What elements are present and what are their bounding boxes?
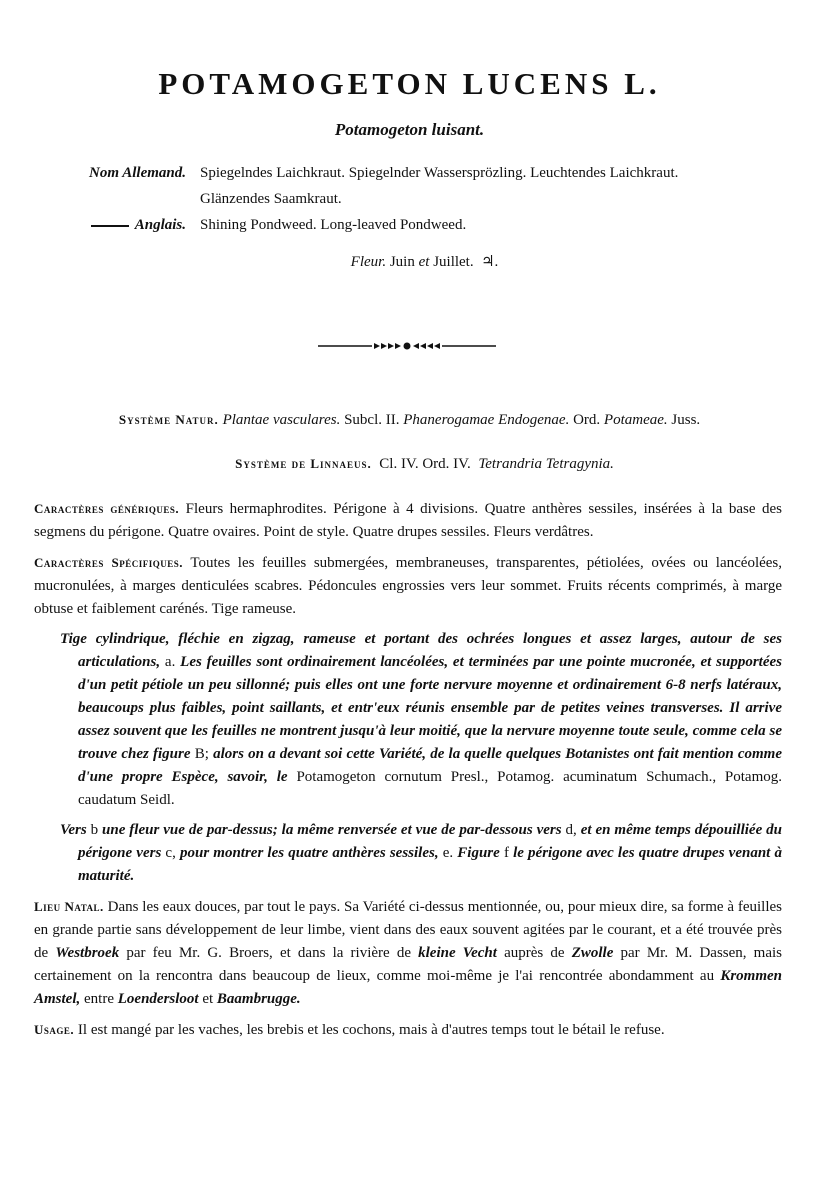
flower-month-a: Juin <box>389 254 415 270</box>
system-linnaeus-b: Tetrandria Tetragynia. <box>478 456 614 472</box>
perennial-symbol: ♃. <box>481 254 499 270</box>
german-label: Nom Allemand. <box>89 165 186 181</box>
french-name: Potamogeton luisant. <box>334 120 485 139</box>
vernacular-names <box>58 160 798 238</box>
system-linnaeus-label: Système de Linnaeus. <box>235 456 372 471</box>
desc-p2-b: B; <box>194 746 209 762</box>
habitat-text-2: par feu Mr. G. Broers, et dans la rivière de <box>119 945 419 961</box>
german-names-row <box>58 160 798 212</box>
usage <box>34 1018 782 1042</box>
habitat-label: Lieu Natal. <box>34 899 104 914</box>
fig-f4-e: e. <box>442 845 454 861</box>
desc-p1: Tige cylindrique, fléchie en zigzag, rameuse et portant des ochrées longues et assez larges, autour de ses articulations, <box>60 631 782 670</box>
fig-f1: Vers <box>60 822 91 838</box>
description-body <box>34 497 782 1049</box>
english-label-cell <box>58 212 200 238</box>
system-natur-f: Juss. <box>671 412 701 428</box>
habitat-text-5: entre <box>80 991 118 1007</box>
habitat-place-4: Krommen Amstel, <box>34 968 782 1007</box>
desc-p3-names: Potamogeton cornutum Presl., Potamog. acuminatum Schumach., Potamog. caudatum Seidl. <box>78 769 783 808</box>
fig-f3-c: c, <box>165 845 176 861</box>
specific-characters <box>34 551 782 621</box>
english-names-row <box>58 212 798 238</box>
system-natur <box>0 412 819 429</box>
flower-month-b: Juillet. <box>433 254 474 270</box>
german-values <box>200 160 798 212</box>
system-natur-label: Système Natur. <box>118 412 219 427</box>
ornament-divider-icon <box>318 340 496 352</box>
habitat-place-1: Westbroek <box>55 945 120 961</box>
habitat-place-5: Loendersloot <box>117 991 199 1007</box>
usage-text: Il est mangé par les vaches, les brebis et les cochons, mais à d'autres temps tout le bétail le refuse. <box>74 1022 665 1038</box>
habitat-place-2: kleine Vecht <box>418 945 497 961</box>
habitat-text-6: et <box>198 991 217 1007</box>
english-value: Shining Pondweed. Long-leaved Pondweed. <box>200 217 467 233</box>
fig-f5-f: f <box>503 845 509 861</box>
habitat-place-3: Zwolle <box>571 945 614 961</box>
habitat-text-3: auprès de <box>496 945 572 961</box>
system-natur-b: Subcl. II. <box>344 412 400 428</box>
desc-p1-a: a. <box>164 654 176 670</box>
specific-label: Caractères Spécifiques. <box>34 555 184 570</box>
ditto-dash <box>91 225 129 227</box>
fig-f2: une fleur vue de par-dessus; la même renversée et vue de par-dessous vers <box>98 822 566 838</box>
specific-text: Toutes les feuilles submergées, membraneuses, transparentes, pétiolées, ovées ou lancéolées, mucronulées, à marges denticulées scabres. Pédoncules engrossies vers leur sommet. Fruits récents comprimés, à marge obtuse et faiblement carénés. Tige rameuse. <box>34 555 783 617</box>
system-natur-d: Ord. <box>573 412 601 428</box>
generic-characters <box>34 497 782 544</box>
fig-f5: Figure <box>453 845 504 861</box>
flower-conj: et <box>418 254 430 270</box>
flower-label: Fleur. <box>350 254 387 270</box>
generic-label: Caractères génériques. <box>34 501 180 516</box>
habitat-text-1: Dans les eaux douces, par tout le pays. Sa Variété ci-dessus mentionnée, ou, pour mieux dire, sa forme à feuilles en grande partie sans développement de leur limbe, vient dans des eaux souvent agitées par le courant, et a été trouvée près de <box>34 899 782 961</box>
usage-label: Usage. <box>34 1022 75 1037</box>
german-line-1: Spiegelndes Laichkraut. Spiegelnder Wassersprözling. Leuchtendes Laichkraut. <box>200 165 679 181</box>
system-linnaeus <box>0 456 819 473</box>
german-line-2: Glänzendes Saamkraut. <box>200 191 342 207</box>
habitat-place-6: Baambrugge. <box>216 991 301 1007</box>
page-title: POTAMOGETON LUCENS L. <box>158 66 661 101</box>
habitat-text-4: par Mr. M. Dassen, mais certainement on la rencontra dans beaucoup de lieux, comme moi-même je l'ai rencontrée abondamment au <box>34 945 782 984</box>
system-natur-c: Phanerogamae Endogenae. <box>403 412 570 428</box>
desc-p3: alors on a devant soi cette Variété, de la quelle quelques Botanistes ont fait mention comme d'une propre Espèce, savoir, le <box>78 746 782 785</box>
habitat <box>34 895 782 1011</box>
system-natur-a: Plantae vasculares. <box>222 412 341 428</box>
system-linnaeus-a: Cl. IV. Ord. IV. <box>379 456 471 472</box>
flowering-period <box>0 252 819 271</box>
fig-f1-b: b <box>90 822 99 838</box>
figure-explanation <box>34 819 782 888</box>
english-label: Anglais. <box>134 217 186 233</box>
fig-f2-d: d, <box>565 822 577 838</box>
desc-p2: Les feuilles sont ordinairement lancéolées, et terminées par une pointe mucronée, et supportées d'un petit pétiole un peu sillonné; puis elles ont une forte nervure moyenne et ordinairement 6-8 nerfs latéraux, beaucoups plus faibles, point saillants, et entr'eux réunis ensemble par de petites veines transverses. Il arrive assez souvent que les feuilles ne montrent jusqu'à leur moitié, que la nervure moyenne toute seule, comme cela se trouve chez figure <box>78 654 782 762</box>
fig-f6: le périgone avec les quatre drupes venant à maturité. <box>78 845 782 884</box>
fig-f4: pour montrer les quatre anthères sessiles, <box>175 845 443 861</box>
system-natur-e: Potameae. <box>603 412 668 428</box>
detailed-description <box>34 628 782 812</box>
fig-f3: et en même temps dépouilliée du périgone vers <box>78 822 782 861</box>
generic-text: Fleurs hermaphrodites. Périgone à 4 divisions. Quatre anthères sessiles, insérées à la base des segmens du périgone. Quatre ovaires. Point de style. Quatre drupes sessiles. Fleurs verdâtres. <box>34 501 783 540</box>
